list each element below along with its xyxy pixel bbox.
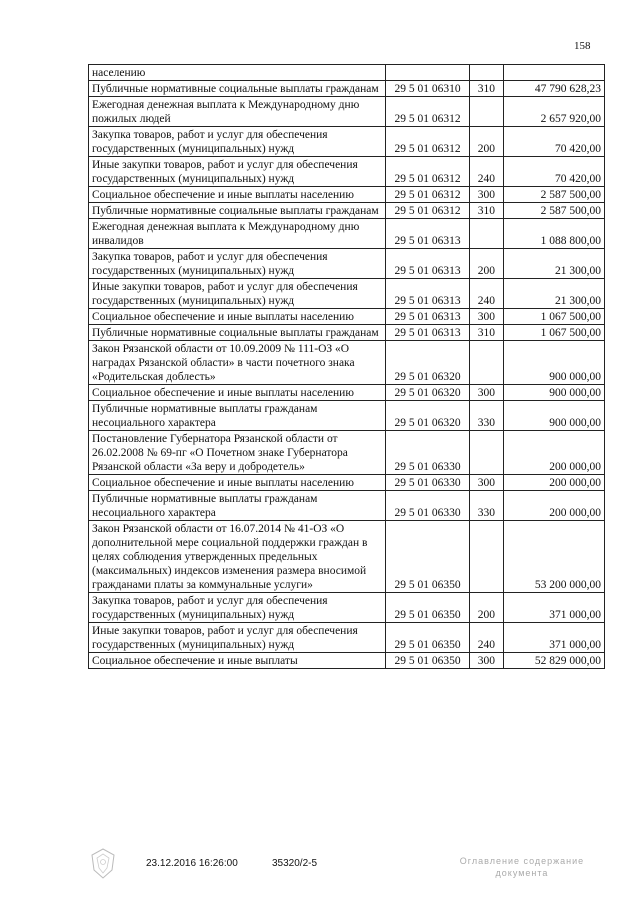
row-amount: 200 000,00 <box>503 431 604 475</box>
row-code: 29 5 01 06313 <box>386 279 470 309</box>
row-code: 29 5 01 06312 <box>386 127 470 157</box>
row-expense-type: 200 <box>470 593 503 623</box>
row-amount: 21 300,00 <box>503 279 604 309</box>
footer-datetime: 23.12.2016 16:26:00 <box>146 858 238 869</box>
table-row <box>89 203 605 219</box>
row-code: 29 5 01 06313 <box>386 219 470 249</box>
row-expense-type: 310 <box>470 81 503 97</box>
row-amount: 47 790 628,23 <box>503 81 604 97</box>
row-code: 29 5 01 06313 <box>386 309 470 325</box>
row-amount: 900 000,00 <box>503 385 604 401</box>
row-amount: 1 088 800,00 <box>503 219 604 249</box>
row-description: Иные закупки товаров, работ и услуг для обеспечения государственных (муниципальных) нужд <box>89 279 386 309</box>
budget-table <box>88 64 605 669</box>
table-row <box>89 81 605 97</box>
stamp-line-2: документа <box>495 868 549 878</box>
row-code: 29 5 01 06312 <box>386 97 470 127</box>
row-description: Постановление Губернатора Рязанской области от 26.02.2008 № 69-пг «О Почетном знаке Губернатора Рязанской области «За веру и добродетель» <box>89 431 386 475</box>
row-description: Социальное обеспечение и иные выплаты населению <box>89 309 386 325</box>
row-description: Публичные нормативные социальные выплаты гражданам <box>89 325 386 341</box>
footer-doc-code: 35320/2-5 <box>272 858 318 869</box>
row-expense-type <box>470 521 503 593</box>
row-description: Ежегодная денежная выплата к Международному дню пожилых людей <box>89 97 386 127</box>
table-row <box>89 249 605 279</box>
row-expense-type <box>470 219 503 249</box>
table-row <box>89 623 605 653</box>
table-row <box>89 653 605 669</box>
row-code: 29 5 01 06312 <box>386 157 470 187</box>
table-row <box>89 593 605 623</box>
row-code: 29 5 01 06330 <box>386 431 470 475</box>
row-description: населению <box>89 65 386 81</box>
row-description: Иные закупки товаров, работ и услуг для обеспечения государственных (муниципальных) нужд <box>89 623 386 653</box>
row-description: Закупка товаров, работ и услуг для обеспечения государственных (муниципальных) нужд <box>89 249 386 279</box>
row-expense-type: 300 <box>470 385 503 401</box>
row-expense-type <box>470 431 503 475</box>
row-expense-type <box>470 341 503 385</box>
table-row <box>89 521 605 593</box>
row-amount: 1 067 500,00 <box>503 309 604 325</box>
row-description: Закупка товаров, работ и услуг для обеспечения государственных (муниципальных) нужд <box>89 127 386 157</box>
page-number: 158 <box>574 40 591 52</box>
row-code: 29 5 01 06330 <box>386 491 470 521</box>
row-expense-type: 330 <box>470 491 503 521</box>
table-row <box>89 97 605 127</box>
row-expense-type: 200 <box>470 249 503 279</box>
row-description: Социальное обеспечение и иные выплаты населению <box>89 475 386 491</box>
row-code: 29 5 01 06320 <box>386 341 470 385</box>
row-code: 29 5 01 06312 <box>386 203 470 219</box>
row-expense-type: 240 <box>470 623 503 653</box>
row-description: Иные закупки товаров, работ и услуг для обеспечения государственных (муниципальных) нужд <box>89 157 386 187</box>
row-amount: 900 000,00 <box>503 401 604 431</box>
row-expense-type: 300 <box>470 653 503 669</box>
row-expense-type: 300 <box>470 475 503 491</box>
row-description: Публичные нормативные выплаты гражданам несоциального характера <box>89 491 386 521</box>
row-amount: 1 067 500,00 <box>503 325 604 341</box>
budget-table-body <box>89 65 605 669</box>
row-amount: 52 829 000,00 <box>503 653 604 669</box>
row-expense-type: 330 <box>470 401 503 431</box>
table-row <box>89 187 605 203</box>
row-code: 29 5 01 06312 <box>386 187 470 203</box>
row-code: 29 5 01 06350 <box>386 653 470 669</box>
row-amount: 70 420,00 <box>503 127 604 157</box>
table-row <box>89 491 605 521</box>
row-amount: 70 420,00 <box>503 157 604 187</box>
row-description: Публичные нормативные социальные выплаты гражданам <box>89 203 386 219</box>
table-row <box>89 341 605 385</box>
row-amount: 200 000,00 <box>503 491 604 521</box>
table-row <box>89 65 605 81</box>
table-row <box>89 157 605 187</box>
row-expense-type <box>470 65 503 81</box>
row-expense-type: 300 <box>470 187 503 203</box>
row-code <box>386 65 470 81</box>
row-description: Закупка товаров, работ и услуг для обеспечения государственных (муниципальных) нужд <box>89 593 386 623</box>
table-row <box>89 431 605 475</box>
row-expense-type: 300 <box>470 309 503 325</box>
row-code: 29 5 01 06350 <box>386 623 470 653</box>
row-code: 29 5 01 06320 <box>386 385 470 401</box>
table-row <box>89 401 605 431</box>
row-amount: 2 657 920,00 <box>503 97 604 127</box>
footer-stamp <box>442 855 602 879</box>
stamp-line-1: Оглавление содержание <box>459 856 585 866</box>
row-amount: 21 300,00 <box>503 249 604 279</box>
row-description: Социальное обеспечение и иные выплаты населению <box>89 187 386 203</box>
row-expense-type: 240 <box>470 157 503 187</box>
row-amount <box>503 65 604 81</box>
row-expense-type <box>470 97 503 127</box>
table-row <box>89 475 605 491</box>
row-code: 29 5 01 06350 <box>386 593 470 623</box>
row-description: Публичные нормативные социальные выплаты гражданам <box>89 81 386 97</box>
row-expense-type: 310 <box>470 325 503 341</box>
row-code: 29 5 01 06350 <box>386 521 470 593</box>
row-amount: 2 587 500,00 <box>503 187 604 203</box>
row-description: Социальное обеспечение и иные выплаты <box>89 653 386 669</box>
row-description: Закон Рязанской области от 10.09.2009 № 111-ОЗ «О наградах Рязанской области» в части почетного знака «Родительская доблесть» <box>89 341 386 385</box>
row-amount: 371 000,00 <box>503 593 604 623</box>
row-code: 29 5 01 06320 <box>386 401 470 431</box>
row-description: Ежегодная денежная выплата к Международному дню инвалидов <box>89 219 386 249</box>
row-amount: 371 000,00 <box>503 623 604 653</box>
row-amount: 200 000,00 <box>503 475 604 491</box>
coat-of-arms-icon <box>90 848 116 880</box>
row-amount: 2 587 500,00 <box>503 203 604 219</box>
table-row <box>89 219 605 249</box>
row-code: 29 5 01 06313 <box>386 325 470 341</box>
table-row <box>89 127 605 157</box>
table-row <box>89 325 605 341</box>
row-expense-type: 200 <box>470 127 503 157</box>
row-amount: 900 000,00 <box>503 341 604 385</box>
row-code: 29 5 01 06330 <box>386 475 470 491</box>
row-code: 29 5 01 06310 <box>386 81 470 97</box>
row-code: 29 5 01 06313 <box>386 249 470 279</box>
row-description: Социальное обеспечение и иные выплаты населению <box>89 385 386 401</box>
row-description: Публичные нормативные выплаты гражданам несоциального характера <box>89 401 386 431</box>
row-amount: 53 200 000,00 <box>503 521 604 593</box>
row-expense-type: 310 <box>470 203 503 219</box>
table-row <box>89 279 605 309</box>
row-description: Закон Рязанской области от 16.07.2014 № 41-ОЗ «О дополнительной мере социальной поддержки граждан в целях соблюдения утвержденных предельных (максимальных) индексов изменения размера вносимой гражданами платы за коммунальные услуги» <box>89 521 386 593</box>
row-expense-type: 240 <box>470 279 503 309</box>
table-row <box>89 385 605 401</box>
table-row <box>89 309 605 325</box>
